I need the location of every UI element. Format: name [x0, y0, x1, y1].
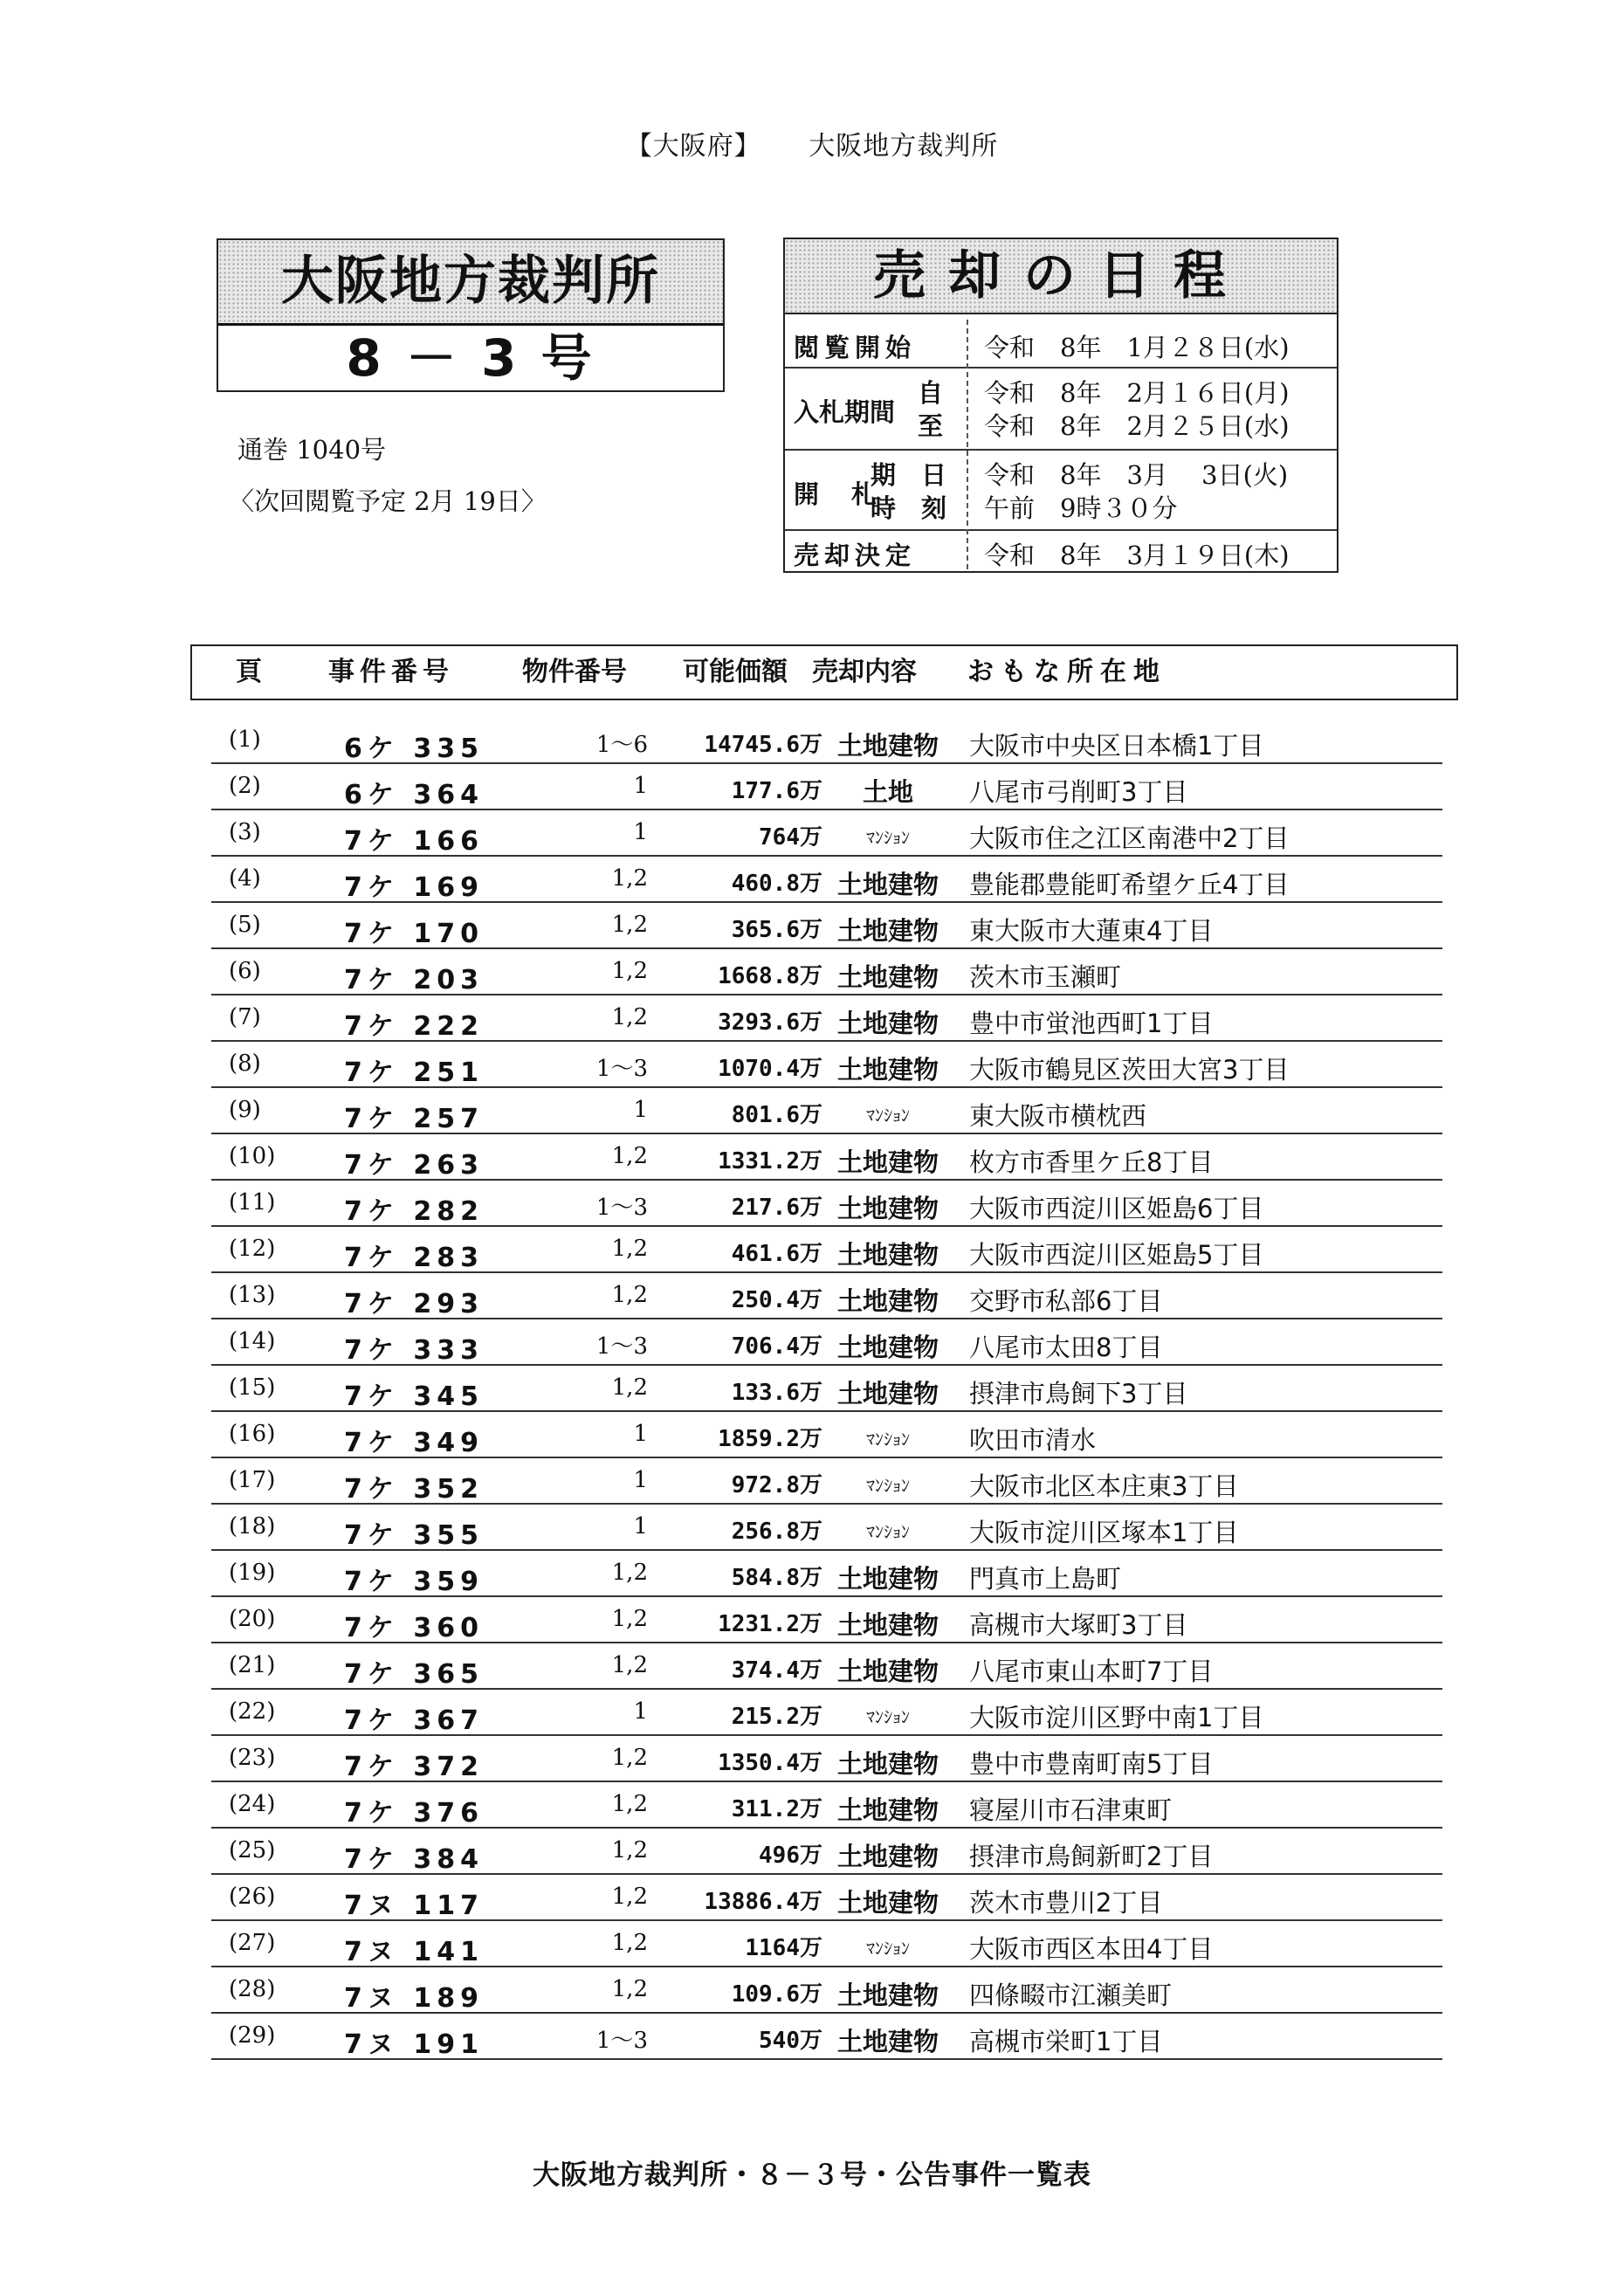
row-property-number: 1 [633, 1421, 648, 1447]
viewing-start-row [785, 323, 1337, 365]
row-page-number: (25) [229, 1837, 276, 1863]
table-row [211, 1736, 1442, 1782]
table-row [211, 2014, 1442, 2060]
header-price: 可能価額 [683, 657, 788, 687]
row-property-number: 1,2 [611, 1560, 648, 1586]
row-case-number: 6ケ 335 [344, 734, 484, 764]
opening-label: 開 札 [794, 479, 881, 509]
row-sale-type: 土地建物 [836, 2027, 939, 2056]
row-location: 茨木市豊川2丁目 [969, 1888, 1163, 1918]
row-price: 374.4万 [731, 1657, 822, 1684]
row-property-number: 1 [633, 1467, 648, 1493]
row-sale-type: 土地建物 [836, 1888, 939, 1918]
row-property-number: 1 [633, 819, 648, 845]
row-property-number: 1 [633, 1698, 648, 1725]
row-case-number: 6ケ 364 [344, 780, 484, 810]
row-property-number: 1,2 [611, 1745, 648, 1771]
row-case-number: 7ケ 283 [344, 1243, 484, 1273]
row-property-number: 1～3 [595, 2028, 648, 2054]
opening-time-label: 時 刻 [870, 493, 947, 523]
row-location: 交野市私部6丁目 [969, 1286, 1163, 1316]
row-location: 八尾市太田8丁目 [969, 1333, 1163, 1362]
row-location: 大阪市鶴見区茨田大宮3丁目 [969, 1055, 1290, 1085]
bid-to-label: 至 [918, 411, 944, 441]
bid-period-label: 入札期間 [794, 397, 896, 427]
table-row [211, 1597, 1442, 1643]
row-page-number: (6) [229, 958, 261, 984]
row-page-number: (29) [229, 2022, 276, 2049]
row-page-number: (9) [229, 1097, 261, 1123]
row-sale-type: 土地建物 [836, 731, 939, 761]
row-price: 1859.2万 [718, 1426, 822, 1452]
row-property-number: 1,2 [611, 865, 648, 892]
row-property-number: 1,2 [611, 1791, 648, 1817]
table-row [211, 1690, 1442, 1736]
row-page-number: (11) [229, 1189, 276, 1216]
row-page-number: (23) [229, 1745, 276, 1771]
row-case-number: 7ケ 349 [344, 1428, 484, 1458]
table-row [211, 1181, 1442, 1227]
row-price: 461.6万 [731, 1241, 822, 1267]
row-sale-type: 土地建物 [836, 1564, 939, 1594]
row-price: 972.8万 [731, 1472, 822, 1498]
row-price: 177.6万 [731, 778, 822, 804]
row-price: 215.2万 [731, 1704, 822, 1730]
row-property-number: 1,2 [611, 1837, 648, 1863]
row-case-number: 7ケ 352 [344, 1474, 484, 1505]
row-price: 311.2万 [731, 1796, 822, 1822]
table-row [211, 1551, 1442, 1597]
row-page-number: (21) [229, 1652, 276, 1678]
row-location: 枚方市香里ケ丘8丁目 [969, 1147, 1214, 1177]
row-price: 365.6万 [731, 917, 822, 943]
court-name: 大阪地方裁判所 [218, 240, 723, 326]
opening-date-value: 令和 8年 3月 3日(火) [984, 460, 1289, 490]
row-page-number: (20) [229, 1606, 276, 1632]
row-property-number: 1,2 [611, 1976, 648, 2002]
row-property-number: 1,2 [611, 1282, 648, 1308]
row-sale-type: 土地建物 [836, 1333, 939, 1362]
header-property-number: 物件番号 [522, 657, 627, 687]
row-case-number: 7ケ 169 [344, 872, 484, 903]
row-sale-type: 土地建物 [836, 916, 939, 946]
row-property-number: 1～3 [595, 1056, 648, 1082]
row-case-number: 7ケ 372 [344, 1752, 484, 1782]
row-property-number: 1,2 [611, 1652, 648, 1678]
row-location: 大阪市淀川区塚本1丁目 [969, 1518, 1239, 1547]
row-location: 摂津市鳥飼新町2丁目 [969, 1842, 1214, 1871]
row-property-number: 1,2 [611, 1236, 648, 1262]
row-sale-type: 土地建物 [836, 1009, 939, 1038]
row-sale-type: 土地建物 [836, 1379, 939, 1409]
row-sale-type: 土地建物 [836, 1749, 939, 1779]
issue-number: 8 － 3 号 [346, 328, 595, 388]
row-price: 764万 [759, 824, 822, 851]
header-location: おもな所在地 [967, 657, 1166, 687]
row-location: 四條畷市江瀬美町 [969, 1980, 1173, 2010]
row-property-number: 1,2 [611, 912, 648, 938]
row-price: 256.8万 [731, 1519, 822, 1545]
viewing-start-value: 令和 8年 1月２８日(水) [984, 333, 1290, 362]
row-case-number: 7ケ 166 [344, 826, 484, 857]
row-sale-type: ﾏﾝｼｮﾝ [866, 1475, 910, 1496]
sale-decision-row [785, 533, 1337, 569]
bid-from-value: 令和 8年 2月１６日(月) [984, 378, 1290, 408]
table-row [211, 810, 1442, 857]
row-case-number: 7ケ 376 [344, 1798, 484, 1829]
row-sale-type: 土地建物 [836, 962, 939, 992]
row-page-number: (1) [229, 727, 261, 753]
row-location: 豊中市豊南町南5丁目 [969, 1749, 1214, 1779]
table-row [211, 995, 1442, 1042]
row-sale-type: ﾏﾝｼｮﾝ [866, 1429, 910, 1450]
header-page: 頁 [236, 657, 262, 687]
row-case-number: 7ヌ 117 [344, 1891, 484, 1921]
row-price: 706.4万 [731, 1333, 822, 1360]
row-sale-type: 土地建物 [836, 1240, 939, 1270]
row-price: 540万 [759, 2028, 822, 2054]
row-location: 茨木市玉瀬町 [969, 962, 1122, 992]
row-page-number: (24) [229, 1791, 276, 1817]
table-row [211, 1319, 1442, 1366]
row-location: 大阪市西区本田4丁目 [969, 1934, 1214, 1964]
row-case-number: 7ケ 333 [344, 1335, 484, 1366]
opening-date-label: 期 日 [870, 460, 947, 490]
row-sale-type: 土地建物 [836, 1286, 939, 1316]
row-case-number: 7ケ 222 [344, 1011, 484, 1042]
row-case-number: 7ケ 251 [344, 1057, 484, 1088]
row-sale-type: 土地建物 [836, 1795, 939, 1825]
row-price: 460.8万 [731, 871, 822, 897]
row-sale-type: 土地建物 [836, 1147, 939, 1177]
row-property-number: 1,2 [611, 1374, 648, 1401]
row-location: 大阪市北区本庄東3丁目 [969, 1471, 1239, 1501]
row-case-number: 7ケ 355 [344, 1520, 484, 1551]
row-page-number: (22) [229, 1698, 276, 1725]
row-sale-type: 土地建物 [836, 870, 939, 899]
table-row [211, 949, 1442, 995]
table-row [211, 1088, 1442, 1134]
table-row [211, 1042, 1442, 1088]
table-row [211, 764, 1442, 810]
row-page-number: (19) [229, 1560, 276, 1586]
row-price: 496万 [759, 1843, 822, 1869]
row-page-number: (5) [229, 912, 261, 938]
row-page-number: (18) [229, 1513, 276, 1540]
row-case-number: 7ケ 360 [344, 1613, 484, 1643]
row-page-number: (4) [229, 865, 261, 892]
case-table [211, 718, 1442, 2060]
row-location: 大阪市住之江区南港中2丁目 [969, 823, 1290, 853]
row-page-number: (2) [229, 773, 261, 799]
row-case-number: 7ケ 367 [344, 1705, 484, 1736]
row-sale-type: 土地建物 [836, 1610, 939, 1640]
row-property-number: 1,2 [611, 958, 648, 984]
bid-from-label: 自 [918, 378, 944, 408]
row-property-number: 1,2 [611, 1143, 648, 1169]
row-location: 大阪市西淀川区姫島6丁目 [969, 1194, 1264, 1223]
row-price: 13886.4万 [704, 1889, 822, 1915]
page-header [0, 124, 1624, 162]
bid-to-value: 令和 8年 2月２５日(水) [984, 411, 1290, 441]
table-row [211, 1967, 1442, 2014]
row-price: 1331.2万 [718, 1148, 822, 1174]
row-case-number: 7ヌ 191 [344, 2029, 484, 2060]
row-page-number: (12) [229, 1236, 276, 1262]
row-property-number: 1 [633, 773, 648, 799]
row-page-number: (10) [229, 1143, 276, 1169]
row-property-number: 1,2 [611, 1930, 648, 1956]
row-page-number: (27) [229, 1930, 276, 1956]
row-case-number: 7ケ 170 [344, 919, 484, 949]
row-price: 1668.8万 [718, 963, 822, 989]
row-page-number: (13) [229, 1282, 276, 1308]
row-sale-type: 土地 [862, 777, 913, 807]
row-sale-type: 土地建物 [836, 1657, 939, 1686]
opening-row [785, 452, 1337, 529]
row-location: 吹田市清水 [969, 1425, 1097, 1455]
row-page-number: (7) [229, 1004, 261, 1030]
row-property-number: 1,2 [611, 1884, 648, 1910]
volume-number: 通巻 1040号 [237, 435, 387, 465]
row-price: 133.6万 [731, 1380, 822, 1406]
row-sale-type: 土地建物 [836, 1980, 939, 2010]
row-location: 東大阪市横枕西 [969, 1101, 1147, 1131]
row-price: 3293.6万 [718, 1009, 822, 1036]
row-price: 1231.2万 [718, 1611, 822, 1637]
row-property-number: 1,2 [611, 1606, 648, 1632]
table-row [211, 1643, 1442, 1690]
table-header [190, 644, 1458, 700]
row-price: 14745.6万 [704, 732, 822, 758]
row-location: 摂津市鳥飼下3丁目 [969, 1379, 1188, 1409]
table-row [211, 1366, 1442, 1412]
table-row [211, 1273, 1442, 1319]
row-page-number: (3) [229, 819, 261, 845]
row-location: 寝屋川市石津東町 [969, 1795, 1173, 1825]
court-title-box [217, 238, 725, 392]
row-price: 250.4万 [731, 1287, 822, 1313]
row-case-number: 7ケ 203 [344, 965, 484, 995]
row-price: 1350.4万 [718, 1750, 822, 1776]
table-row [211, 1505, 1442, 1551]
table-row [211, 1782, 1442, 1829]
row-page-number: (16) [229, 1421, 276, 1447]
row-location: 豊中市蛍池西町1丁目 [969, 1009, 1214, 1038]
table-row [211, 1875, 1442, 1921]
row-price: 801.6万 [731, 1102, 822, 1128]
table-row [211, 1829, 1442, 1875]
row-page-number: (14) [229, 1328, 276, 1354]
row-case-number: 7ケ 365 [344, 1659, 484, 1690]
row-location: 大阪市淀川区野中南1丁目 [969, 1703, 1264, 1732]
sale-decision-label: 売却決定 [794, 541, 917, 570]
table-row [211, 1458, 1442, 1505]
table-row [211, 903, 1442, 949]
sale-schedule-box [783, 238, 1338, 573]
row-case-number: 7ケ 293 [344, 1289, 484, 1319]
table-row [211, 1921, 1442, 1967]
viewing-start-label: 閲覧開始 [794, 333, 917, 362]
row-page-number: (15) [229, 1374, 276, 1401]
row-location: 八尾市東山本町7丁目 [969, 1657, 1214, 1686]
row-case-number: 7ヌ 141 [344, 1937, 484, 1967]
table-row [211, 1227, 1442, 1273]
row-sale-type: ﾏﾝｼｮﾝ [866, 1706, 910, 1727]
row-location: 大阪市中央区日本橋1丁目 [969, 731, 1264, 761]
row-location: 門真市上島町 [969, 1564, 1122, 1594]
row-sale-type: ﾏﾝｼｮﾝ [866, 1521, 910, 1542]
sale-decision-value: 令和 8年 3月１９日(木) [984, 541, 1290, 570]
row-case-number: 7ケ 257 [344, 1104, 484, 1134]
header-sale-type: 売却内容 [812, 657, 917, 687]
row-case-number: 7ケ 282 [344, 1196, 484, 1227]
opening-time-value: 午前 9時３０分 [984, 493, 1178, 523]
table-row [211, 718, 1442, 764]
row-sale-type: 土地建物 [836, 1842, 939, 1871]
row-property-number: 1～6 [595, 732, 648, 758]
row-location: 東大阪市大蓮東4丁目 [969, 916, 1214, 946]
row-page-number: (26) [229, 1884, 276, 1910]
row-case-number: 7ケ 263 [344, 1150, 484, 1181]
row-price: 109.6万 [731, 1981, 822, 2008]
row-price: 1164万 [745, 1935, 822, 1961]
row-location: 豊能郡豊能町希望ケ丘4丁目 [969, 870, 1290, 899]
header-case-number: 事件番号 [328, 657, 454, 687]
row-case-number: 7ケ 384 [344, 1844, 484, 1875]
row-page-number: (17) [229, 1467, 276, 1493]
row-property-number: 1～3 [595, 1195, 648, 1221]
row-property-number: 1 [633, 1513, 648, 1540]
prefecture-label: 【大阪府】 [625, 131, 761, 162]
row-page-number: (28) [229, 1976, 276, 2002]
page-footer: 大阪地方裁判所・８－３号・公告事件一覧表 [533, 2160, 1091, 2191]
row-sale-type: ﾏﾝｼｮﾝ [866, 1105, 910, 1126]
row-case-number: 7ケ 359 [344, 1567, 484, 1597]
bid-period-row [785, 370, 1337, 447]
row-sale-type: 土地建物 [836, 1194, 939, 1223]
row-case-number: 7ヌ 189 [344, 1983, 484, 2014]
row-location: 八尾市弓削町3丁目 [969, 777, 1188, 807]
row-sale-type: 土地建物 [836, 1055, 939, 1085]
row-page-number: (8) [229, 1051, 261, 1077]
row-location: 高槻市栄町1丁目 [969, 2027, 1163, 2056]
court-label: 大阪地方裁判所 [809, 131, 999, 162]
row-property-number: 1,2 [611, 1004, 648, 1030]
row-price: 1070.4万 [718, 1056, 822, 1082]
row-location: 大阪市西淀川区姫島5丁目 [969, 1240, 1264, 1270]
schedule-title: 売却の日程 [785, 239, 1337, 314]
table-row [211, 857, 1442, 903]
next-viewing-date: 〈次回閲覧予定 2月 19日〉 [229, 486, 547, 516]
row-price: 584.8万 [731, 1565, 822, 1591]
row-property-number: 1 [633, 1097, 648, 1123]
row-sale-type: ﾏﾝｼｮﾝ [866, 827, 910, 848]
row-case-number: 7ケ 345 [344, 1381, 484, 1412]
row-price: 217.6万 [731, 1195, 822, 1221]
table-row [211, 1412, 1442, 1458]
row-location: 高槻市大塚町3丁目 [969, 1610, 1188, 1640]
row-property-number: 1～3 [595, 1333, 648, 1360]
row-sale-type: ﾏﾝｼｮﾝ [866, 1938, 910, 1959]
table-row [211, 1134, 1442, 1181]
